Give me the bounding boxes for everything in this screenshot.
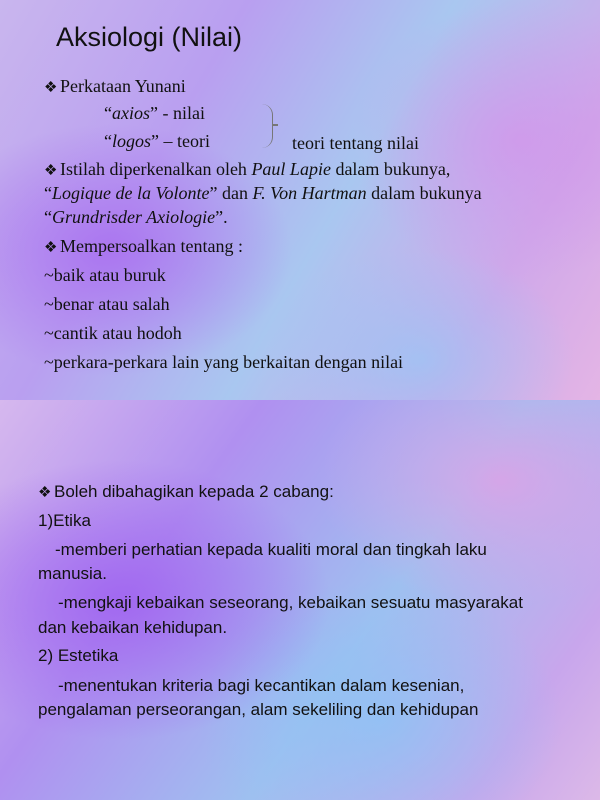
diamond-bullet-icon: ❖	[44, 80, 58, 96]
istilah-text-b: dalam bukunya,	[330, 159, 451, 179]
list-item: ~benar atau salah	[44, 294, 170, 314]
book-grundrisder: Grundrisder Axiologie	[52, 207, 216, 227]
slide-2	[0, 400, 600, 800]
author-paul-lapie: Paul Lapie	[251, 159, 331, 179]
bullet-mempersoalkan-text: Mempersoalkan tentang :	[60, 236, 243, 256]
etika-line: manusia.	[38, 564, 107, 583]
quote-open: “	[104, 103, 112, 123]
list-item: ~cantik atau hodoh	[44, 323, 182, 343]
bullet-mempersoalkan	[44, 236, 243, 257]
logos-line	[104, 131, 210, 152]
bullet-istilah	[44, 159, 450, 180]
diamond-bullet-icon: ❖	[38, 484, 52, 501]
estetika-line: -menentukan kriteria bagi kecantikan dalam kesenian,	[58, 676, 465, 695]
author-von-hartman: F. Von Hartman	[252, 183, 367, 203]
axios-meaning: - nilai	[158, 103, 205, 123]
bullet-cabang-text: Boleh dibahagikan kepada 2 cabang:	[54, 482, 334, 501]
axios-word: axios	[112, 103, 150, 123]
istilah-text-a: Istilah diperkenalkan oleh	[60, 159, 252, 179]
etika-label: 1)Etika	[38, 511, 91, 530]
etika-line: -memberi perhatian kepada kualiti moral dan tingkah laku	[55, 540, 487, 559]
istilah-text-c: ” dan	[209, 183, 253, 203]
istilah-end: ”.	[215, 207, 228, 227]
curly-brace-tip	[272, 124, 278, 126]
quote-open: “	[104, 131, 112, 151]
bullet-cabang	[38, 482, 334, 502]
diamond-bullet-icon: ❖	[44, 240, 58, 256]
istilah-line2: “Logique de la Volonte” dan F. Von Hartman dalam bukunya	[44, 183, 482, 203]
slide-title: Aksiologi (Nilai)	[56, 22, 243, 52]
istilah-text-d: dalam bukunya	[366, 183, 482, 203]
estetika-label: 2) Estetika	[38, 646, 119, 665]
book-logique: Logique de la Volonte	[52, 183, 210, 203]
brace-result: teori tentang nilai	[292, 133, 419, 153]
quote-close: ”	[151, 131, 160, 151]
list-item: ~baik atau buruk	[44, 265, 166, 285]
diamond-bullet-icon: ❖	[44, 163, 58, 179]
bullet-perkataan	[44, 76, 186, 97]
curly-brace-icon	[262, 104, 273, 148]
etika-line: -mengkaji kebaikan seseorang, kebaikan sesuatu masyarakat	[58, 593, 523, 612]
logos-meaning: – teori	[159, 131, 211, 151]
axios-line	[104, 103, 205, 124]
list-item: ~perkara-perkara lain yang berkaitan dengan nilai	[44, 352, 404, 372]
estetika-line: pengalaman perseorangan, alam sekeliling dan kehidupan	[38, 700, 479, 719]
quote-close: ”	[150, 103, 158, 123]
etika-line: dan kebaikan kehidupan.	[38, 618, 228, 637]
logos-word: logos	[112, 131, 152, 151]
bullet-perkataan-text: Perkataan Yunani	[60, 76, 186, 96]
istilah-line3: “Grundrisder Axiologie”.	[44, 207, 228, 227]
